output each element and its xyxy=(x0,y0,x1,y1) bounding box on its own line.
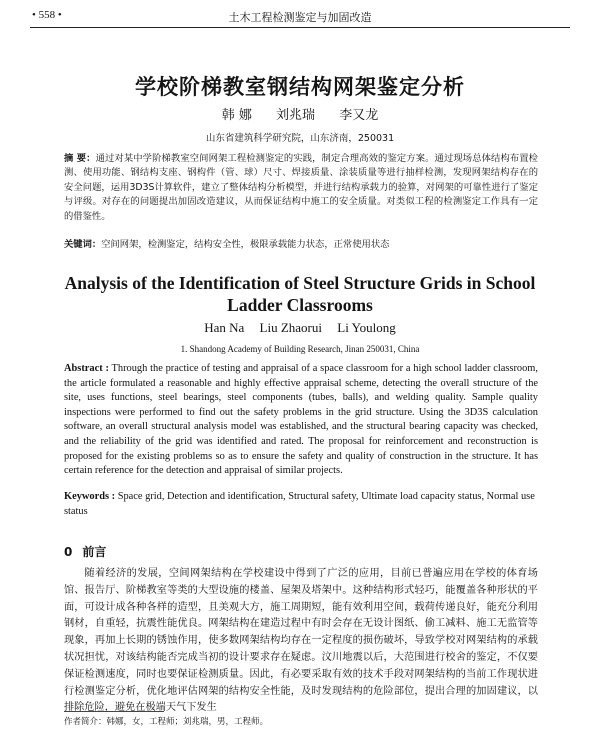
author-2-en: Liu Zhaorui xyxy=(259,320,322,335)
paper-title-english: Analysis of the Identification of Steel Structure Grids in School Ladder Classrooms xyxy=(64,273,536,315)
section-heading xyxy=(64,543,116,560)
section-body-text: 随着经济的发展，空间网架结构在学校建设中得到了广泛的应用，目前已普遍应用在学校的体育场馆、报告厅、阶梯教室等类的大型设施的楼盖、屋架及塔架中。这种结构形式轻巧，能覆盖各种形状的平面，可设计成各种各样的造型，且美观大方，施工周期短，能有效利用空间，载荷传递良好，能充分利用钢材，自重轻，抗震性能优良。网架结构在建造过程中有时会存在无设计图纸、偷工减料、施工无监管等现象，再加上长期的锈蚀作用，使多数网架结构均存在一定程度的损伤破坏，导致学校对网架结构的承载状况担忧，对该结构能否完成当初的设计要求存在疑虑。汶川地震以后，大范围进行校舍的鉴定，不仅要保证检测速度，同时也要保证检测质量。因此，有必要采取有效的技术手段对网架结构的当前工作现状进行检测鉴定分析，优化地评估网架的结构安全性能，及时发现结构的危险部位，提出合理的加固建议，以排除危险，避免在极端天气下发生 xyxy=(64,568,538,714)
footnote-divider xyxy=(64,711,164,712)
keywords-text-cn: 空间网架，检测鉴定，结构安全性，极限承载能力状态，正常使用状态 xyxy=(101,239,390,250)
abstract-label-en: Abstract : xyxy=(64,363,109,374)
author-1-en: Han Na xyxy=(204,320,245,335)
abstract-chinese xyxy=(64,152,538,224)
author-2-cn: 刘兆瑞 xyxy=(276,108,316,123)
abstract-text-cn: 通过对某中学阶梯教室空间网架工程检测鉴定的实践，制定合理高效的鉴定方案。通过现场总体结构布置检测、使用功能、钢结构支座、钢构件（管、球）尺寸、焊接质量、涂装质量等进行抽样检测，发现网架结构存在的安全问题，运用3D3S计算软件，建立了整体结构分析模型，并进行结构承载力的验算，对网架的可靠性进行了鉴定与评级。对存在的问题提出加固改造建议，从而保证结构中施工的安全质量。对类似工程的检测鉴定工作具有一定的借鉴性。 xyxy=(64,153,538,222)
author-footnote: 作者简介：韩娜，女，工程师；刘兆瑞，男，工程师。 xyxy=(64,717,269,727)
keywords-label-cn: 关键词： xyxy=(64,239,102,250)
keywords-chinese xyxy=(64,238,538,252)
section-title: 前言 xyxy=(82,545,107,559)
keywords-text-en: Space grid, Detection and identification, Structural safety, Ultimate load capacity status, Normal use status xyxy=(64,491,535,517)
author-1-cn: 韩 娜 xyxy=(221,108,252,123)
affiliation-english: 1. Shandong Academy of Building Research, Jinan 250031, China xyxy=(180,344,420,354)
keywords-english xyxy=(64,490,538,519)
journal-title: 土木工程检测鉴定与加固改造 xyxy=(228,11,372,24)
author-3-cn: 李又龙 xyxy=(339,108,379,123)
author-3-en: Li Youlong xyxy=(337,320,396,335)
page-number: • 558 • xyxy=(32,9,62,21)
abstract-english xyxy=(64,362,538,479)
keywords-label-en: Keywords : xyxy=(64,491,116,502)
abstract-label-cn: 摘 要： xyxy=(64,153,96,164)
paper-title-chinese: 学校阶梯教室钢结构网架鉴定分析 xyxy=(135,75,465,99)
authors-english xyxy=(0,320,600,336)
section-number: 0 xyxy=(64,545,73,559)
authors-chinese xyxy=(0,104,600,123)
running-header xyxy=(30,6,570,28)
abstract-text-en: Through the practice of testing and appraisal of a space classroom for a high school ladder classroom, the article formulated a reasonable and highly effective appraisal scheme, detecting the overall structure of the site, uses functions, steel bearings, steel components (tubes, balls), and welding quality. Sample quality inspections were performed to find out the safety problems in the grid structure. Using the 3D3S calculation software, an overall structural analysis model was established, and the structural bearing capacity was checked, and the reliability of the grid was identified and rated. The proposal for reinforcement and reconstruction is proposed for the existing problems so as to ensure the safety and quality of construction in the structure. It has certain reference for the detection and appraisal of similar projects. xyxy=(64,363,538,477)
affiliation-chinese: 山东省建筑科学研究院，山东济南，250031 xyxy=(205,133,395,144)
